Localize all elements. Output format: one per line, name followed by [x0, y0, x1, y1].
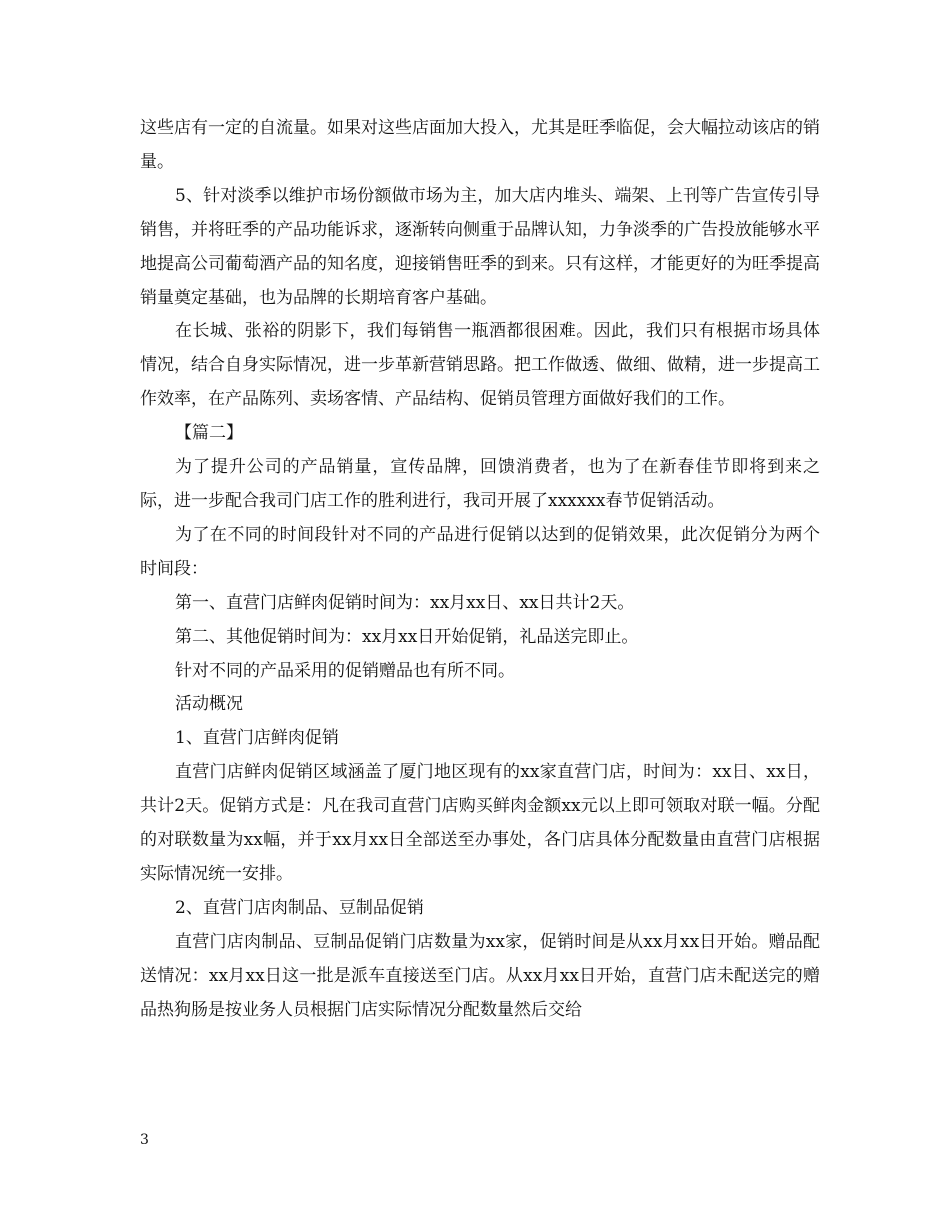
paragraph: 第二、其他促销时间为：xx月xx日开始促销，礼品送完即止。 [175, 626, 639, 647]
subsection-heading: 活动概况 [175, 694, 243, 715]
paragraph: 为了在不同的时间段针对不同的产品进行促销以达到的促销效果，此次促销分为两个时间段： [140, 524, 820, 579]
paragraph: 针对不同的产品采用的促销赠品也有所不同。 [175, 660, 515, 681]
subsection-heading: 1、直营门店鲜肉促销 [175, 728, 339, 749]
paragraph: 为了提升公司的产品销量，宣传品牌，回馈消费者，也为了在新春佳节即将到来之际，进一步配合我司门店工作的胜利进行，我司开展了xxxxxx春节促销活动。 [140, 457, 820, 511]
section-heading: 【篇二】 [175, 423, 243, 444]
paragraph: 直营门店鲜肉促销区域涵盖了厦门地区现有的xx家直营门店，时间为：xx日、xx日，共计2天。促销方式是：凡在我司直营门店购买鲜肉金额xx元以上即可领取对联一幅。分配的对联数量为xx幅，并于xx月xx日全部送至办事处，各门店具体分配数量由直营门店根据实际情况统一安排。 [140, 762, 820, 884]
page-number: 3 [140, 1132, 149, 1148]
paragraph: 第一、直营门店鲜肉促销时间为：xx月xx日、xx日共计2天。 [175, 592, 635, 613]
body-text [140, 112, 820, 1027]
paragraph: 直营门店肉制品、豆制品促销门店数量为xx家，促销时间是从xx月xx日开始。赠品配送情况：xx月xx日这一批是派车直接送至门店。从xx月xx日开始，直营门店未配送完的赠品热狗肠是按业务人员根据门店实际情况分配数量然后交给 [140, 931, 820, 1020]
paragraph: 在长城、张裕的阴影下，我们每销售一瓶酒都很困难。因此，我们只有根据市场具体情况，结合自身实际情况，进一步革新营销思路。把工作做透、做细、做精，进一步提高工作效率，在产品陈列、卖场客情、产品结构、促销员管理方面做好我们的工作。 [140, 321, 820, 410]
subsection-heading: 2、直营门店肉制品、豆制品促销 [175, 897, 424, 918]
paragraph: 这些店有一定的自流量。如果对这些店面加大投入，尤其是旺季临促，会大幅拉动该店的销量。 [140, 118, 820, 172]
paragraph: 5、针对淡季以维护市场份额做市场为主，加大店内堆头、端架、上刊等广告宣传引导销售，并将旺季的产品功能诉求，逐渐转向侧重于品牌认知，力争淡季的广告投放能够水平地提高公司葡萄酒产品的知名度，迎接销售旺季的到来。只有这样，才能更好的为旺季提高销量奠定基础，也为品牌的长期培育客户基础。 [140, 185, 820, 308]
